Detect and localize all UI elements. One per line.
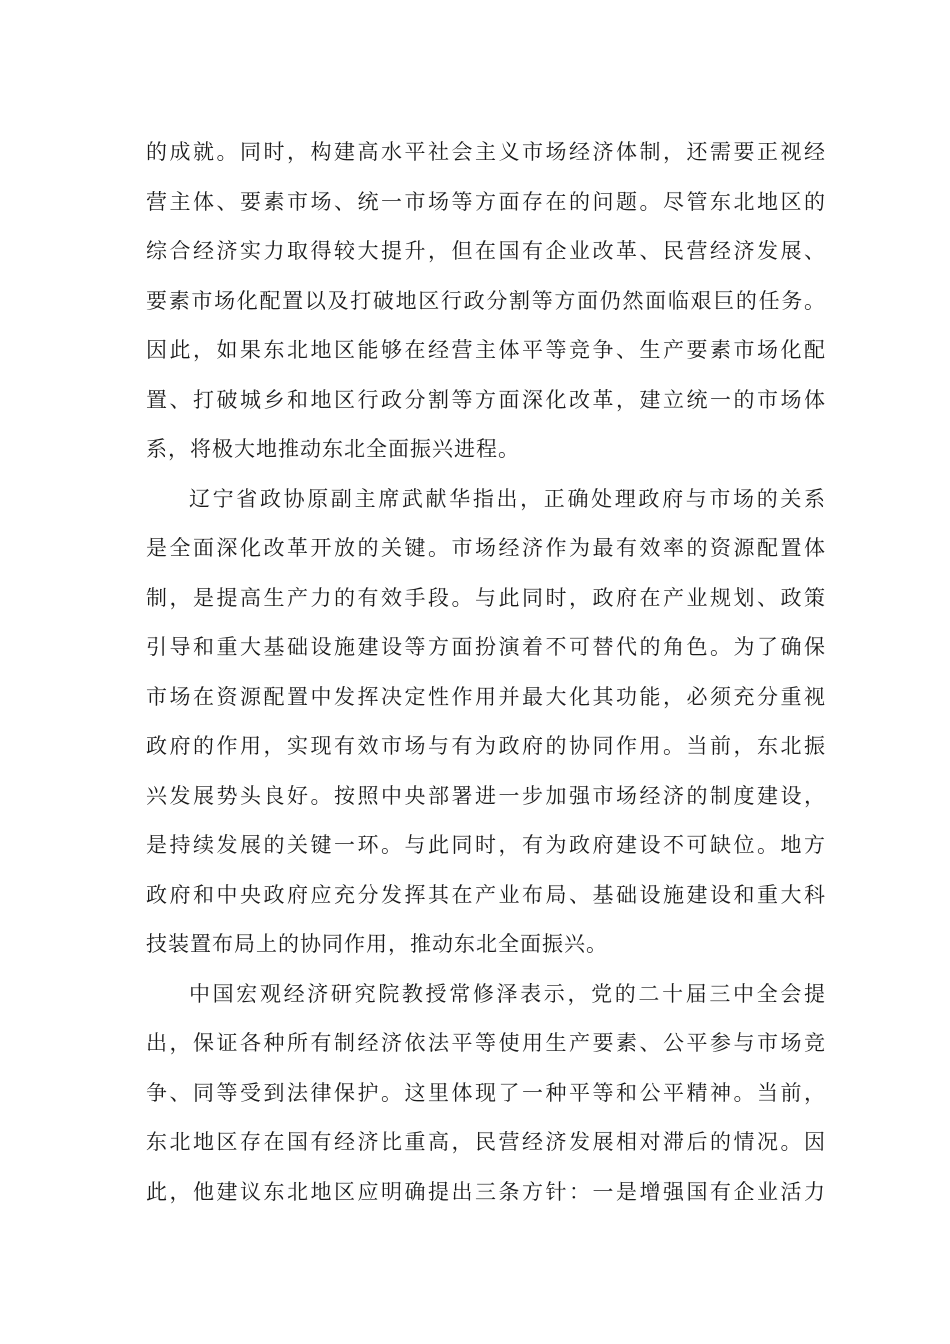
text-line: 制，是提高生产力的有效手段。与此同时，政府在产业规划、政策 [146, 586, 826, 610]
text-line: 争、同等受到法律保护。这里体现了一种平等和公平精神。当前， [146, 1081, 826, 1105]
text-line: 是持续发展的关键一环。与此同时，有为政府建设不可缺位。地方 [146, 833, 826, 857]
text-line: 中国宏观经济研究院教授常修泽表示，党的二十届三中全会提 [189, 982, 826, 1006]
text-line: 辽宁省政协原副主席武献华指出，正确处理政府与市场的关系 [189, 487, 826, 511]
text-line: 此，他建议东北地区应明确提出三条方针：一是增强国有企业活力 [146, 1180, 826, 1204]
text-line: 兴发展势头良好。按照中央部署进一步加强市场经济的制度建设， [146, 784, 826, 808]
text-line: 系，将极大地推动东北全面振兴进程。 [146, 437, 520, 461]
text-line: 引导和重大基础设施建设等方面扮演着不可替代的角色。为了确保 [146, 635, 826, 659]
text-line: 东北地区存在国有经济比重高，民营经济发展相对滞后的情况。因 [146, 1130, 826, 1154]
text-line: 出，保证各种所有制经济依法平等使用生产要素、公平参与市场竞 [146, 1031, 826, 1055]
text-line: 是全面深化改革开放的关键。市场经济作为最有效率的资源配置体 [146, 536, 826, 560]
text-line: 市场在资源配置中发挥决定性作用并最大化其功能，必须充分重视 [146, 685, 826, 709]
text-line: 综合经济实力取得较大提升，但在国有企业改革、民营经济发展、 [146, 239, 826, 263]
text-line: 政府和中央政府应充分发挥其在产业布局、基础设施建设和重大科 [146, 883, 826, 907]
text-line: 因此，如果东北地区能够在经营主体平等竞争、生产要素市场化配 [146, 338, 826, 362]
text-line: 技装置布局上的协同作用，推动东北全面振兴。 [146, 932, 608, 956]
text-line: 要素市场化配置以及打破地区行政分割等方面仍然面临艰巨的任务。 [146, 289, 826, 313]
text-line: 政府的作用，实现有效市场与有为政府的协同作用。当前，东北振 [146, 734, 826, 758]
text-line: 的成就。同时，构建高水平社会主义市场经济体制，还需要正视经 [146, 140, 826, 164]
text-line: 营主体、要素市场、统一市场等方面存在的问题。尽管东北地区的 [146, 190, 826, 214]
text-line: 置、打破城乡和地区行政分割等方面深化改革，建立统一的市场体 [146, 388, 826, 412]
